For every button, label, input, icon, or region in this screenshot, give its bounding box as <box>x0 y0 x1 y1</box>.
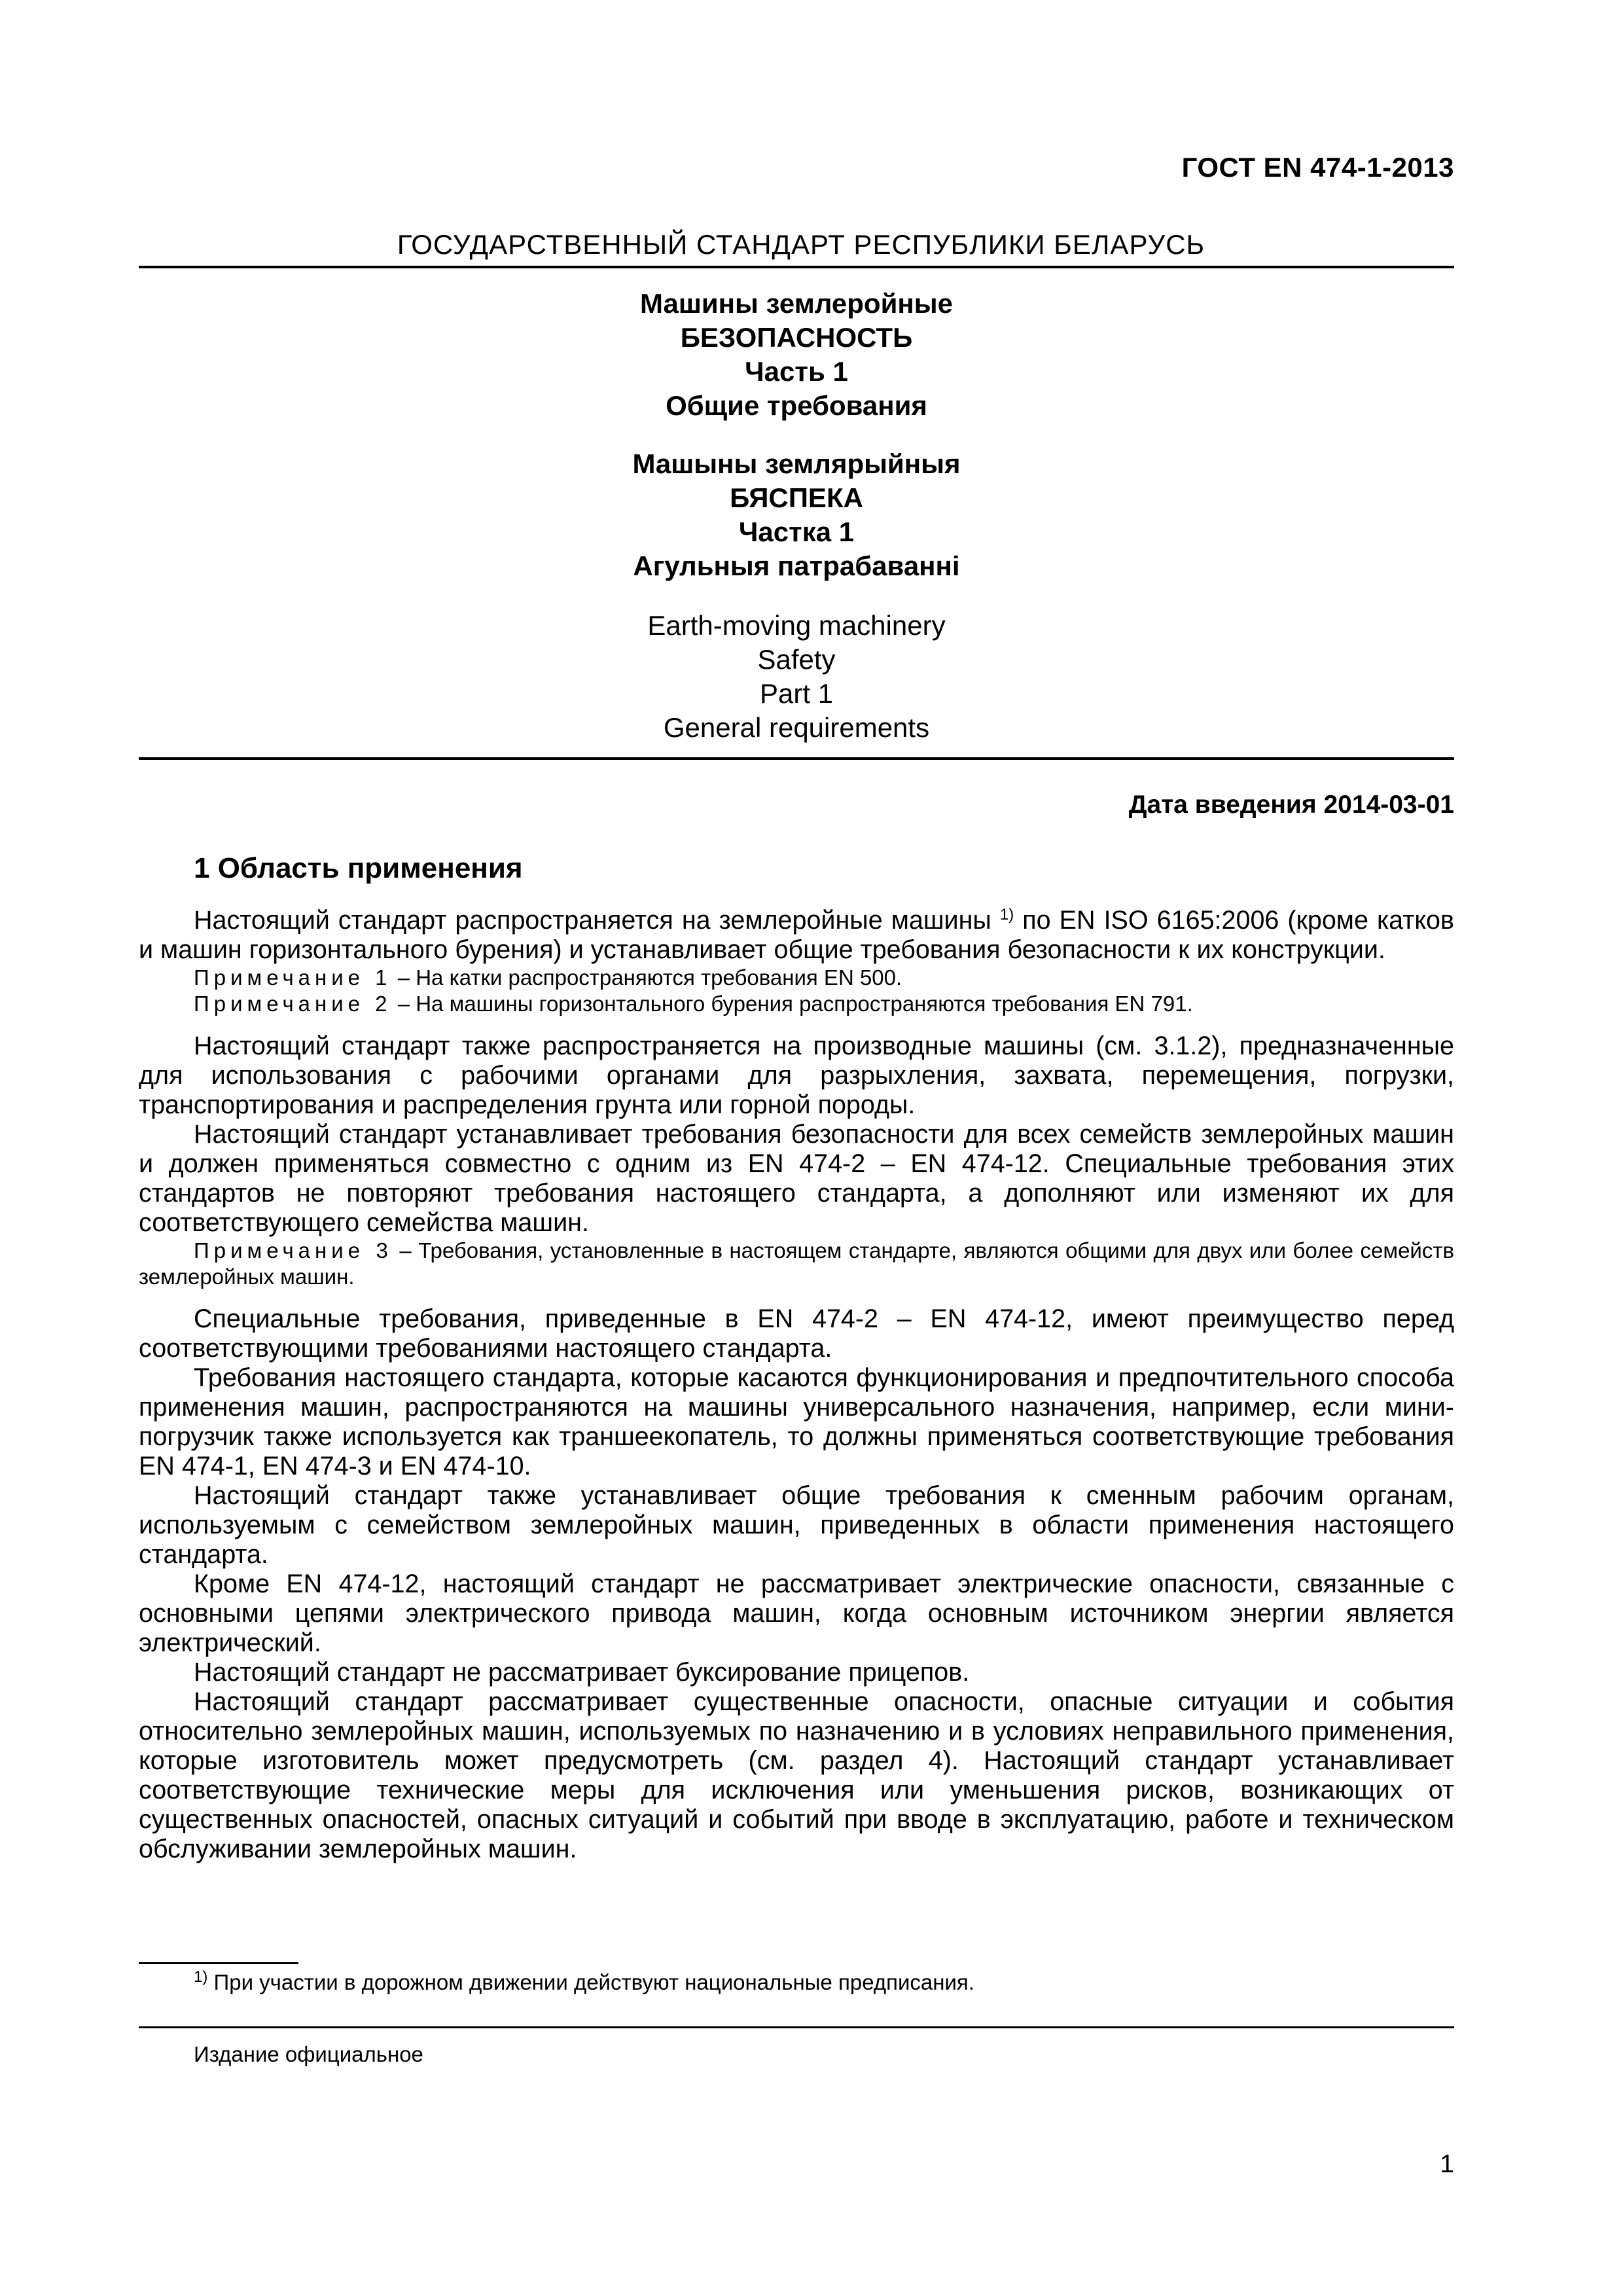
paragraph <box>139 906 1454 965</box>
paragraph: Настоящий стандарт также распространяется на производные машины (см. 3.1.2), предназначенные для использования с рабочими органами для разрыхления, захвата, перемещения, погрузки, транспортирования и распределения грунта или горной породы. <box>139 1031 1454 1119</box>
title-line: Часть 1 <box>745 356 848 387</box>
title-line: Earth-moving machinery <box>647 610 946 641</box>
footnote-reference: 1) <box>999 905 1014 924</box>
title-line: Машыны землярыйныя <box>632 448 961 479</box>
header-rule <box>139 266 1454 268</box>
paragraph: Настоящий стандарт рассматривает существенные опасности, опасные ситуации и события относительно землеройных машин, используемых по назначению и в условиях неправильного применения, которые изготовитель может предусмотреть (см. раздел 4). Настоящий стандарт устанавливает соответствующие технические меры для исключения или уменьшения рисков, возникающих от существенных опасностей, опасных ситуаций и событий при вводе в эксплуатацию, работе и техническом обслуживании землеройных машин. <box>139 1687 1454 1863</box>
edition-label: Издание официальное <box>194 2042 423 2066</box>
title-line: Машины землеройные <box>640 288 953 319</box>
document-code: ГОСТ EN 474-1-2013 <box>1181 152 1454 183</box>
title-line: Частка 1 <box>738 516 855 547</box>
paragraph: Специальные требования, приведенные в EN 474-2 – EN 474-12, имеют преимущество перед соответствующими требованиями настоящего стандарта. <box>139 1304 1454 1363</box>
note-label: Примечание 1 <box>194 965 392 990</box>
page-number: 1 <box>1440 2150 1454 2178</box>
note-text: – На катки распространяются требования EN 500. <box>391 965 902 990</box>
paragraph: Кроме EN 474-12, настоящий стандарт не рассматривает электрические опасности, связанные с основными цепями электрического привода машин, когда основным источником энергии является электрический. <box>139 1570 1454 1657</box>
footnote <box>194 1970 974 1995</box>
note-label: Примечание 3 <box>194 1238 393 1263</box>
title-line: Safety <box>757 644 836 675</box>
introduction-date: Дата введения 2014-03-01 <box>1128 791 1454 819</box>
note-text: – На машины горизонтального бурения распространяются требования EN 791. <box>391 992 1193 1016</box>
section-body <box>139 906 1454 1864</box>
title-line: БЯСПЕКА <box>730 482 863 513</box>
paragraph: Настоящий стандарт не рассматривает буксирование прицепов. <box>194 1658 970 1687</box>
note-text: – Требования, установленные в настоящем стандарте, являются общими для двух или более семейств землеройных машин. <box>139 1238 1455 1289</box>
title-belarusian <box>139 447 1454 583</box>
paragraph-text: Настоящий стандарт распространяется на землеройные машины <box>194 906 1000 935</box>
title-russian <box>139 287 1454 423</box>
title-line: Общие требования <box>666 390 927 421</box>
note <box>139 965 1454 991</box>
title-line: Агульныя патрабаванні <box>633 550 960 581</box>
note <box>139 1238 1454 1290</box>
footnote-text: При участии в дорожном движении действуют национальные предписания. <box>207 1970 974 1994</box>
paragraph: Настоящий стандарт также устанавливает общие требования к сменным рабочим органам, используемым с семейством землеройных машин, приведенных в области применения настоящего стандарта. <box>139 1481 1454 1569</box>
title-english <box>139 609 1454 745</box>
paragraph-text: по EN ISO 6165:2006 (кроме катков и машин горизонтального бурения) и устанавливает общие требования безопасности к их конструкции. <box>139 906 1454 964</box>
title-rule <box>139 757 1454 760</box>
note <box>139 991 1454 1017</box>
paragraph: Настоящий стандарт устанавливает требования безопасности для всех семейств землеройных машин и должен применяться совместно с одним из EN 474-2 – EN 474-12. Специальные требования этих стандартов не повторяют требования настоящего стандарта, а дополняют или изменяют их для соответствующего семейства машин. <box>139 1120 1454 1237</box>
footnote-rule <box>139 1962 298 1964</box>
title-line: General requirements <box>663 712 930 743</box>
section-heading: 1 Область применения <box>194 852 523 884</box>
state-standard-title: ГОСУДАРСТВЕННЫЙ СТАНДАРТ РЕСПУБЛИКИ БЕЛАРУСЬ <box>397 229 1205 260</box>
footnote-marker: 1) <box>194 1968 208 1986</box>
note-label: Примечание 2 <box>194 992 392 1016</box>
footer-rule <box>139 2026 1454 2028</box>
title-line: БЕЗОПАСНОСТЬ <box>680 322 913 353</box>
title-line: Part 1 <box>759 678 834 709</box>
paragraph: Требования настоящего стандарта, которые касаются функционирования и предпочтительного способа применения машин, распространяются на машины универсального назначения, например, если мини-погрузчик также используется как траншеекопатель, то должны применяться соответствующие требования EN 474-1, EN 474-3 и EN 474-10. <box>139 1363 1454 1480</box>
